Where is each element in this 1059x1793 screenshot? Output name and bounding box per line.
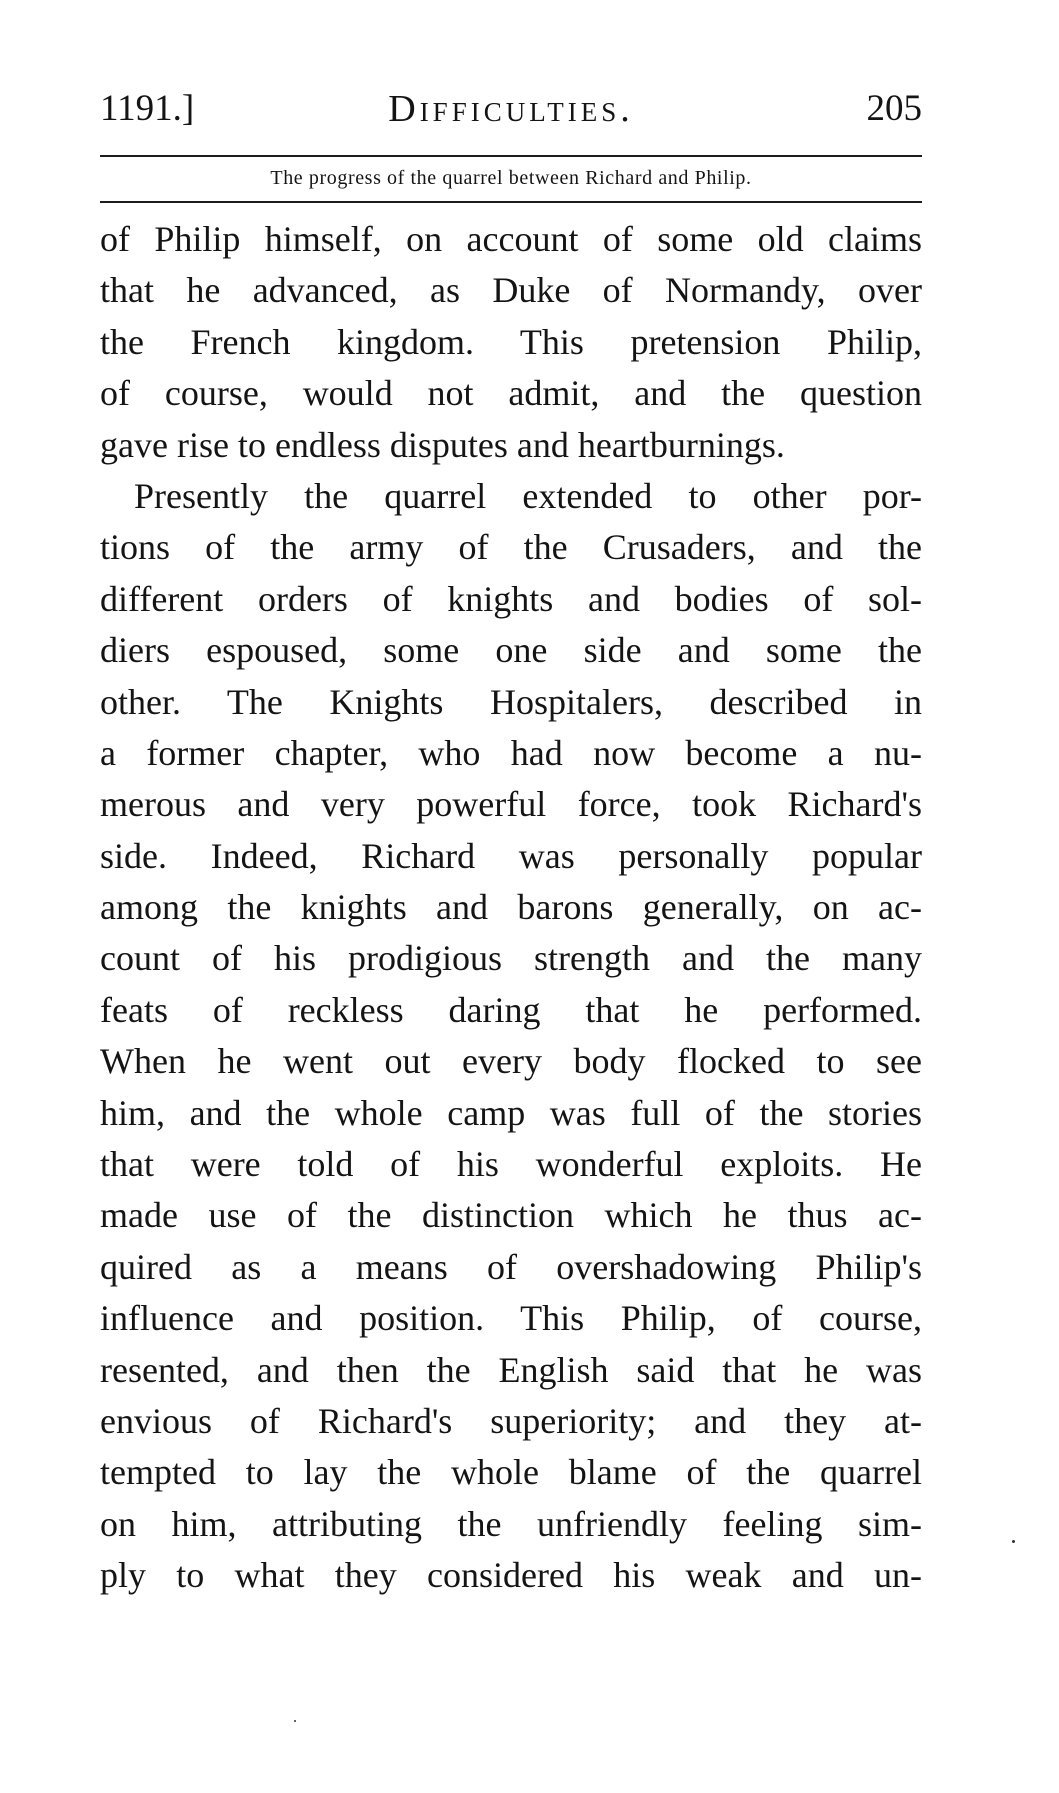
text-line: tions of the army of the Crusaders, and the [100,527,922,568]
text-line: other. The Knights Hospitalers, described in [100,681,922,722]
text-line: on him, attributing the unfriendly feeling sim- [100,1503,922,1544]
scan-speck [294,1720,296,1722]
header-rule-bottom [100,201,922,203]
body-text [100,214,922,1602]
running-head-year: 1191.] [100,88,195,129]
section-subhead: The progress of the quarrel between Richard and Philip. [270,167,752,189]
text-line: merous and very powerful force, took Richard's [100,784,922,825]
running-head-title: Difficulties. [388,88,634,130]
text-line: quired as a means of overshadowing Philip's [100,1246,922,1287]
text-line: of course, would not admit, and the question [100,373,922,414]
text-line: different orders of knights and bodies of sol- [100,578,922,619]
text-line: influence and position. This Philip, of course, [100,1298,922,1339]
text-line: count of his prodigious strength and the many [100,938,922,979]
text-line: made use of the distinction which he thus ac- [100,1195,922,1236]
running-head [100,84,922,134]
text-line: feats of reckless daring that he performed. [100,989,922,1030]
text-line: ply to what they considered his weak and un- [100,1555,922,1596]
page-number: 205 [866,88,922,129]
text-line: him, and the whole camp was full of the stories [100,1092,922,1133]
text-line: tempted to lay the whole blame of the quarrel [100,1452,922,1493]
text-line: Presently the quarrel extended to other por- [134,475,922,516]
text-line: resented, and then the English said that he was [100,1349,922,1390]
text-line: that were told of his wonderful exploits. He [100,1144,922,1185]
text-line: envious of Richard's superiority; and they at- [100,1400,922,1441]
header-rule-top [100,155,922,157]
text-line: a former chapter, who had now become a nu- [100,732,922,773]
text-line: the French kingdom. This pretension Philip, [100,321,922,362]
text-line: side. Indeed, Richard was personally popular [100,835,922,876]
scan-speck [1012,1540,1015,1543]
text-line: When he went out every body flocked to see [100,1041,922,1082]
text-line: of Philip himself, on account of some old claims [100,219,922,259]
text-line: among the knights and barons generally, on ac- [100,887,922,928]
text-line: gave rise to endless disputes and heartburnings. [100,424,785,465]
text-line: that he advanced, as Duke of Normandy, over [100,270,922,311]
text-line: diers espoused, some one side and some the [100,630,922,671]
